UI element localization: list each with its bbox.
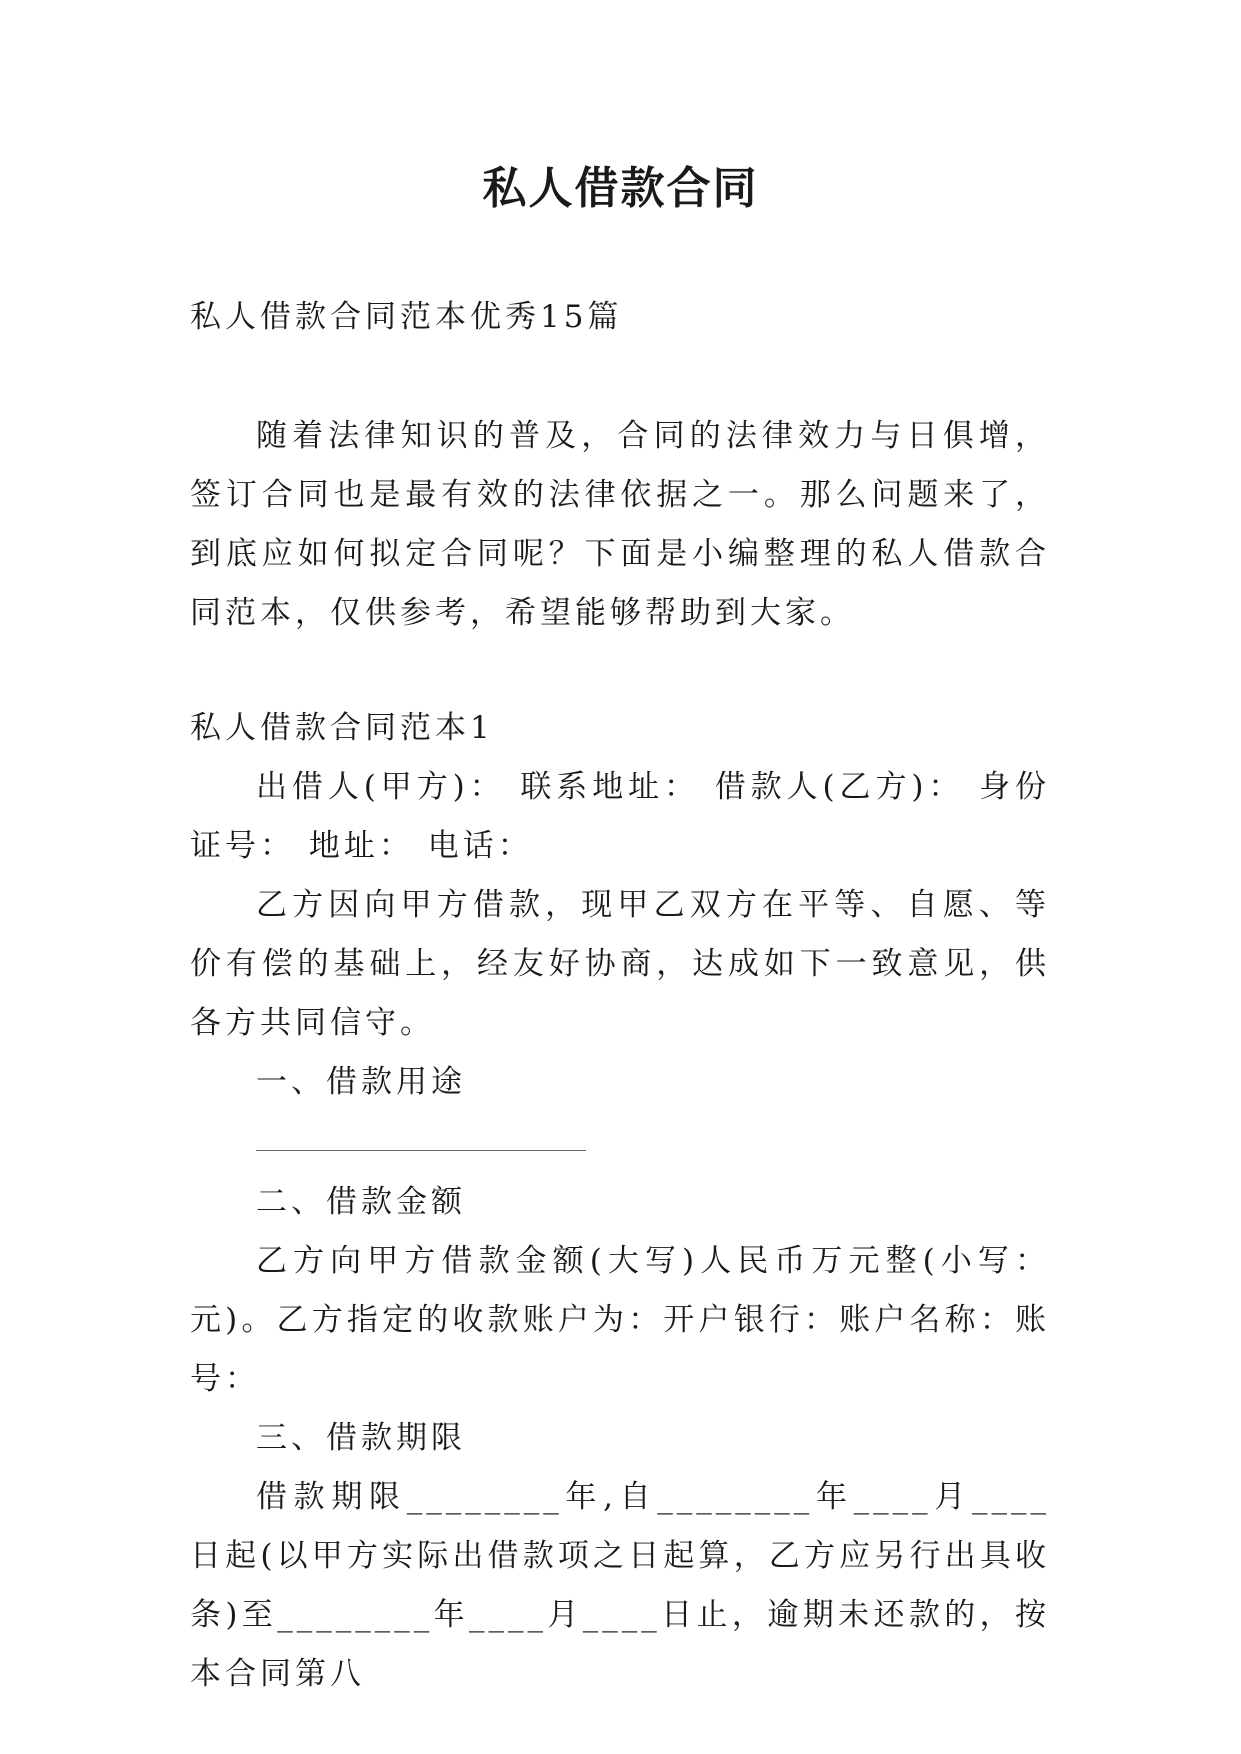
intro-paragraph: 随着法律知识的普及，合同的法律效力与日俱增，签订合同也是最有效的法律依据之一。那么问题来了，到底应如何拟定合同呢？下面是小编整理的私人借款合同范本，仅供参考，希望能够帮助到大家。 bbox=[190, 418, 1050, 631]
document-subtitle: 私人借款合同范本优秀15篇 bbox=[190, 299, 623, 335]
parties-paragraph: 出借人(甲方)： 联系地址： 借款人(乙方)： 身份证号： 地址： 电话： bbox=[190, 769, 1050, 864]
document-body bbox=[190, 288, 1050, 1704]
section-heading: 私人借款合同范本1 bbox=[190, 710, 494, 746]
clause-2-title: 二、借款金额 bbox=[256, 1184, 466, 1220]
preamble-paragraph: 乙方因向甲方借款，现甲乙双方在平等、自愿、等价有偿的基础上，经友好协商，达成如下一致意见，供各方共同信守。 bbox=[190, 887, 1050, 1041]
clause-3-body: 借款期限________年,自________年____月____日起(以甲方实际出借款项之日起算，乙方应另行出具收条)至________年____月____日止，逾期未还款的，按本合同第八 bbox=[190, 1479, 1050, 1692]
clause-2-body: 乙方向甲方借款金额(大写)人民币万元整(小写：元)。乙方指定的收款账户为：开户银行：账户名称：账号： bbox=[190, 1243, 1050, 1397]
blank-fill-line bbox=[256, 1150, 586, 1151]
clause-3-title: 三、借款期限 bbox=[256, 1420, 466, 1456]
document-title: 私人借款合同 bbox=[482, 163, 759, 214]
clause-1-title: 一、借款用途 bbox=[256, 1064, 466, 1100]
